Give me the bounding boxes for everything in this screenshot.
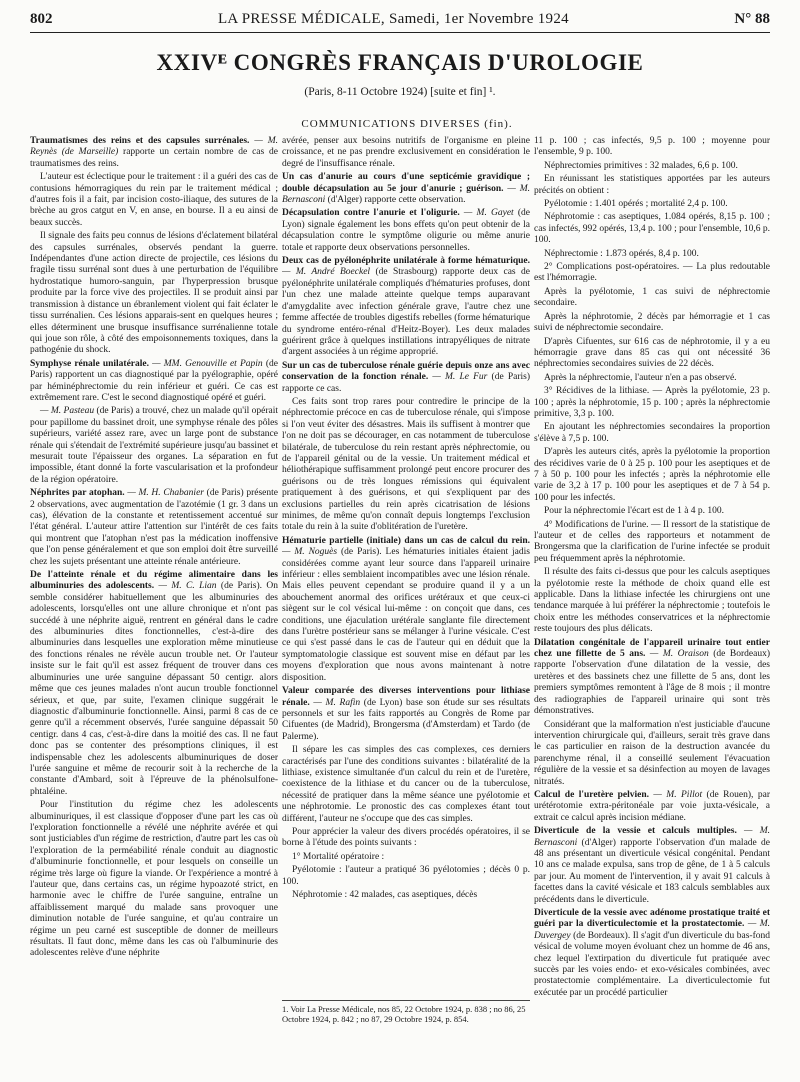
paragraph-text: 11 p. 100 ; cas infectés, 9,5 p. 100 ; moyenne pour l'ensemble, 9 p. 100. [534,136,770,158]
paragraph-text: (de Bordeaux) rapporte l'observation d'une dilatation de la vessie, des uretères et des bassinets chez une fillette de 5 ans, dont les premiers symptômes remontent à l'âge de 8 mois ; il montre des radiographies de l'appareil urinaire qui sont très démonstratives. [534,649,770,717]
paragraph [30,136,278,170]
paragraph-text: Considérant que la malformation n'est justiciable d'aucune intervention chirurgicale qui, d'ailleurs, serait très grave dans le cas particulier en raison de la destruction avancée du parenchyme rénal, il a conseillé seulement l'évacuation régulière de la vessie et sa désinfection au moyen de lavages nitratés. [534,719,770,787]
paragraph [534,638,770,718]
paragraph [30,359,278,405]
paragraph-text: Néphrotomie : 42 malades, cas aseptiques, décès [292,890,478,900]
paragraph-text: Il résulte des faits ci-dessus que pour les calculs aseptiques la pyélotomie reste la méthode de choix quand elle est applicable. Dans la lithiase infectée les chirurgiens ont une tendance marquée à lui préférer la néphrectomie ; toutefois le choix entre les méthodes conservatrices et la néphrectomie reste toujours des plus délicats. [534,567,770,635]
paragraph [30,800,278,960]
paragraph [30,570,278,798]
paragraph-text: En réunissant les statistiques apportées par les auteurs précités on obtient : [534,174,770,196]
article-subtitle: (Paris, 8-11 Octobre 1924) [suite et fin] ¹. [304,86,496,98]
author-name: — M. C. Lian [154,581,217,592]
author-name: — M. Bernasconi [282,183,530,206]
paragraph-heading: Un cas d'anurie au cours d'une septicémie gravidique ; double décapsulation au 5e jour d'anurie ; guérison. [282,172,530,194]
paragraph [282,890,530,901]
paragraph-heading: De l'atteinte rénale et du régime alimentaire dans les albuminuries des adolescents. [30,570,278,592]
paragraph [30,231,278,356]
paragraph-heading: Sur un cas de tuberculose rénale guérie depuis onze ans avec conservation de la fonction rénale. [282,360,530,383]
author-name: — M. Duvergey [534,919,770,941]
paragraph [534,174,770,197]
paragraph-text: (de Lyon) signale également les bons effets qu'on peut obtenir de la décapsulation contre le symptôme oligurie ou même anurie totale et rapporte deux observations personnelles. [282,208,530,253]
author-name: — M. Pillot [649,789,703,800]
paragraph [534,161,770,172]
paragraph-text: Néphrotomie : cas aseptiques, 1.084 opérés, 8,15 p. 100 ; cas infectés, 992 opérés, 13,4 p. 100 ; pour l'ensemble, 10,6 p. 100. [534,212,770,246]
paragraph-text: (de Paris) a trouvé, chez un malade qu'il opérait pour papillome du bassinet droit, une symphyse rénale des pôles supérieurs, variété assez rare, avec un large pont de substance rénale qui s'étendait de l'extrémité supérieure jusqu'au bassinet et mesurait toute l'épaisseur des organes. La séparation en fut impossible, étant donné la forte vascularisation et la profondeur de la région opératoire. [30,406,278,485]
paragraph-heading: Hématurie partielle (initiale) dans un cas de calcul du rein. [282,535,530,546]
author-name: — M. Oraison [645,649,709,660]
paragraph [534,520,770,566]
paragraph-text: Néphrectomie : 1.873 opérés, 8,4 p. 100. [544,248,699,259]
paragraph-text: Après la néphrotomie, 2 décès par hémorragie et 1 cas suivi de néphrectomie secondaire. [534,311,770,334]
paragraph-heading: Décapsulation contre l'anurie et l'oligurie. [282,208,460,219]
article-title: XXIVᴱ CONGRÈS FRANÇAIS D'UROLOGIE [156,50,644,75]
author-name: — M. H. Chabanier [124,488,204,499]
paragraph [534,908,770,999]
paragraph-text: Néphrectomies primitives : 32 malades, 6,6 p. 100. [544,160,738,171]
running-header [30,6,770,33]
paragraph [534,136,770,159]
paragraph-heading: Néphrites par atophan. [30,488,125,499]
paragraph-text: Pyélotomie : 1.401 opérés ; mortalité 2,4 p. 100. [544,199,728,210]
author-name: — M. Gayet [459,208,514,219]
paragraph-heading: Calcul de l'uretère pelvien. [534,789,650,800]
paragraph [534,826,770,906]
paragraph [534,720,770,788]
text-column-1 [30,136,278,1072]
paragraph [534,790,770,824]
paragraph [282,686,530,743]
page-number: 802 [30,10,53,27]
paragraph-text: Après la pyélotomie, 1 cas suivi de néphrectomie secondaire. [534,286,770,309]
paragraph-text: 4° Modifications de l'urine. — Il ressort de la statistique de l'auteur et de celles des rapporteurs et notamment de Brongersma que la clarification de l'urine infectée se produit peu fréquemment après la néphrotomie. [534,519,770,564]
text-column-2 [282,136,530,994]
section-heading: COMMUNICATIONS DIVERSES (fin). [301,118,513,130]
paragraph-text: Pour la néphrectomie l'écart est de 1 à 4 p. 100. [544,506,725,517]
paragraph-text: (de Paris). On semble considérer habituellement que les albuminuries des adolescents, lorsqu'elles ont une allure chronique et n'ont pas succédé à une néphrite aiguë, rentrent en général dans le cadre des albuminuries dites fonctionnelles, c'est-à-dire des albuminuries dans lesquelles une exploration même minutieuse des fonctions rénales ne révèle aucun trouble net. Or l'auteur insiste sur le fait qu'il est assez fréquent de trouver dans ces albuminuries une urée sanguine dépassant 50 centigr. alors même que ces jeunes malades n'ont aucun trouble fonctionnel sérieux, et que, par suite, l'examen clinique suggérait le diagnostic d'albuminurie fonctionnelle. Ainsi, parmi 8 cas de ce genre qu'il a récemment observés, l'urée sanguine dépassait 50 centigr. dans 4 cas, c'est-à-dire dans la moitié des cas. Il ne faut donc pas se contenter des présomptions cliniques, il est indispensable chez les adolescents albuminuriques de doser l'urée sanguine et même de recourir soit à la recherche de la constante d'Ambard, soit à l'épreuve de la phénolsulfone-phtaléine. [30,581,278,797]
paragraph-text: (de Bordeaux). Il s'agit d'un diverticule du bas-fond vésical de volume moyen évoluant chez un homme de 46 ans, chez lequel l'extirpation du diverticule fut pratiquée avec succès par les voies endo- et exo-vésicales combinées, avec prostatectomie complémentaire. La diverticulectomie fut exécutée par un procédé particulier [534,930,770,998]
paragraph [282,536,530,684]
paragraph [534,447,770,504]
footnote [282,1000,530,1024]
paragraph-heading: Traumatismes des reins et des capsules surrénales. [30,136,250,146]
paragraph [534,262,770,285]
issue-number: N° 88 [734,10,770,27]
author-name: — M. André Boeckel [282,267,371,278]
paragraph [534,506,770,517]
paragraph-text: (d'Alger) rapporte l'observation d'un malade de 48 ans présentant un diverticule vésical congénital. Pendant 10 ans ce malade expulsa, sans trop de gêne, de 1 à 5 calculs par jour. Au moment de l'intervention, il y avait 91 calculs à facettes dans la cavité vésicale et 183 calculs semblables aux précédents dans le diverticule. [534,837,770,905]
author-name: — M. Le Fur [428,372,488,383]
paragraph-text: Il signale des faits peu connus de lésions d'éclatement bilatéral des capsules surrénales, observés pendant la guerre. Indépendantes d'une action directe de projectile, ces lésions du fragile tissu surrénal sont dues à une perturbation de l'équilibre hydrostatique humoro-sanguin, par l'hyperpression brusque produite par la force vive des projectiles. Il se produit ainsi par transmission à distance un ébranlement violent qui fait éclater le tissu surrénalien. Ces lésions apparais-sent en quelques heures ; elles déterminent une brusque insuffisance surrénalienne totale qui joue son rôle, à côté des empoisonnements toxiques, dans la pathogénie du shock. [30,231,278,356]
paragraph-text: Pour l'institution du régime chez les adolescents albuminuriques, il est classique d'opposer d'une part les cas où l'exploration fonctionnelle a révélé une néphrite avérée et qui sont justiciables d'un régime de restriction, d'autre part les cas où l'exploration de la perméabilité rénale conduit au diagnostic d'albuminurie fonctionnelle, et pour lesquels on conseille un régime très large où figure la viande. Or l'expérience a montré à l'auteur que, dans certains cas, un régime hypoazoté strict, en harmonie avec le chiffre de l'urée sanguine, entraîne un affaiblissement marqué du malade sans provoquer une diminution notable de l'urée sanguine, et qu'au contraire un régime un peu carné est susceptible de donner de meilleurs résultats. Il faut donc, même dans les cas où l'albuminurie des adolescentes relève d'une néphrite [30,800,278,959]
paragraph-text: (de Lyon) base son étude sur ses résultats personnels et sur les faits rapportés au Congrès de Rome par Cifuentes (de Madrid), Brongersma (d'Amsterdam) et Tardo (de Palerme). [282,697,530,742]
paragraph-heading: Symphyse rénale unilatérale. [30,358,149,369]
journal-title-date: LA PRESSE MÉDICALE, Samedi, 1er Novembre 1924 [217,10,569,27]
paragraph-heading: Deux cas de pyélonéphrite unilatérale à forme hématurique. [282,256,530,267]
paragraph-text: 1° Mortalité opératoire : [292,851,385,862]
paragraph [282,136,530,170]
paragraph-text: (de Paris) présente 2 observations, avec augmentation de l'azotémie (1 gr. 3 dans un cas), élévation de la constante et retentissement accentué sur l'état général. L'auteur attire l'attention sur l'intérêt de ces faits qui montrent que l'atophan n'est pas la médication inoffensive que l'on pense généralement et que son emploi doit être surveillé chez les sujets présentant une atteinte rénale antérieure. [30,488,278,567]
paragraph [30,406,278,486]
paragraph [30,172,278,229]
author-name: — M. Reynès (de Marseille) [30,136,278,158]
paragraph-text: En ajoutant les néphrectomies secondaires la proportion s'élève à 7,5 p. 100. [534,422,770,444]
paragraph-text: D'après Cifuentes, sur 616 cas de néphrotomie, il y a eu hémorragie grave dans 85 cas qui ont nécessité 36 néphrectomies secondaires suivies de 22 décès. [534,336,770,370]
paragraph [534,287,770,310]
paragraph [534,567,770,635]
paragraph [282,827,530,850]
paragraph-text: 2° Complications post-opératoires. — La plus redoutable est l'hémorragie. [534,262,770,284]
text-column-3 [534,136,770,1072]
paragraph [282,865,530,888]
paragraph-text: (de Paris) rapportent un cas diagnostiqué par la pyélographie, opéré par héminéphrectomie du rein inférieur et guéri. Ce cas est extrêmement rare. C'est le second diagnostiqué opéré et guéri. [30,358,278,403]
paragraph-text: Il sépare les cas simples des cas complexes, ces derniers caractérisés par l'une des conditions suivantes : bilatéralité de la lithiase, existence simultanée d'un calcul du rein et de l'uretère, coexistence de la lithiase et du cancer ou de la tuberculose, nécessité de pratiquer dans la même séance une pyélotomie et une néphrotomie. Le pronostic des cas complexes étant tout différent, l'auteur ne s'occupe que des cas simples. [282,745,530,824]
paragraph [282,397,530,534]
paragraph-text: (de Rouen), par urétérotomie extra-péritonéale par voie juxta-vésicale, a extrait ce calcul après incision médiane. [534,789,770,823]
paragraph-text: 3° Récidives de la lithiase. — Après la pyélotomie, 23 p. 100 ; après la néphrotomie, 15 p. 100 ; après la néphrectomie primitive, 3,3 p. 100. [534,386,770,419]
paragraph-text: Pyélotomie : l'auteur a pratiqué 36 pyélotomies ; décès 0 p. 100. [282,865,530,887]
paragraph [534,199,770,210]
paragraph [534,373,770,384]
paragraph [30,488,278,568]
paragraph [534,337,770,371]
paragraph-text: Ces faits sont trop rares pour contredire le principe de la néphrectomie précoce en cas de tuberculose rénale, qui s'impose si l'on veut éviter des désastres. Mais ils suffisent à montrer que l'on ne doit pas se décourager, en cas notamment de tuberculose bilatérale, de tuberculose du rein restant après néphrectomie, ou de l'appareil génital ou de la vessie. Un traitement médical et héliothérapique suffisamment prolongé peut encore procurer des guérisons ou de très longues rémissions qui équivalent pratiquement à des guérisons, et qui s'expliquent par des exclusions partielles du rein après cicatrisation de lésions minimes, de même qu'on connaît depuis longtemps l'exclusion totale du rein à la suite d'oblitération de l'uretère. [282,396,530,533]
paragraph-heading: Diverticule de la vessie et calculs multiples. [534,826,737,837]
paragraph [282,172,530,206]
paragraph-text: avérée, penser aux besoins nutritifs de l'organisme en pleine croissance, et ne pas prendre exclusivement en considération le degré de l'insuffisance rénale. [282,136,530,169]
paragraph [534,312,770,335]
paragraph-text: (de Strasbourg) rapporte deux cas de pyélonéphrite unilatérale compliqués d'hématuries profuses, dont l'un chez une malade atteinte quelque temps auparavant d'amygdalite avec infection générale grave, l'autre chez une femme affectée de troubles digestifs rebelles (forme hématurique du syndrome entéro-rénal d'Heitz-Boyer). Les deux malades guérirent grâce à quelques instillations intrapyéliques de nitrate d'argent associées à un régime approprié. [282,267,530,358]
paragraph [534,422,770,445]
paragraph [534,249,770,260]
footnote-text: 1. Voir La Presse Médicale, nos 85, 22 Octobre 1924, p. 838 ; no 86, 25 Octobre 1924, p. 842 ; no 87, 29 Octobre 1924, p. 854. [282,1004,526,1024]
paragraph [534,386,770,420]
paragraph [534,212,770,246]
author-name: — M. Bernasconi [534,826,770,848]
paragraph [282,256,530,359]
paragraph-text: (de Paris) rapporte ce cas. [282,372,530,394]
author-name: — MM. Genouville et Papin [149,358,263,369]
author-name: — M. Pasteau [40,406,95,417]
paragraph-heading: Diverticule de la vessie avec adénome prostatique traité et guéri par la diverticulectomie et la prostatectomie. [534,908,770,930]
paragraph-text: D'après les auteurs cités, après la pyélotomie la proportion des récidives varie de 0 à 25 p. 100 pour les aseptiques et de 7 à 50 p. 100 pour les infectés ; après la néphrotomie elle varie de 3,2 à 17 p. 100 pour les aseptiques et de 7 à 54 p. 100 pour les infectés. [534,447,770,503]
paragraph-text: Après la néphrectomie, l'auteur n'en a pas observé. [544,372,737,383]
paragraph-heading: Valeur comparée des diverses interventions pour lithiase rénale. [282,686,530,708]
paragraph [282,745,530,825]
paragraph [282,852,530,863]
paragraph-text: rapporte un certain nombre de cas de traumatismes des reins. [30,147,278,169]
paragraph-text: (d'Alger) rapporte cette observation. [325,195,466,206]
paragraph [282,208,530,254]
author-name: — M. Noguès [282,547,338,558]
paragraph-heading: Dilatation congénitale de l'appareil urinaire tout entier chez une fillette de 5 ans. [534,637,770,660]
paragraph-text: (de Paris). Les hématuries initiales étaient jadis considérées comme ayant leur source dans l'appareil urinaire inférieur : elles semblaient incompatibles avec une lésion rénale. Mais elles peuvent cependant se produire quand il y a un abouchement anormal des orifices urétéraux et que ceux-ci siègent sur le col vésical lui-même : on conçoit que dans, ces conditions, une éjaculation urétérale sanglante file directement dans l'urètre postérieur sans se mélanger à l'urine vésicale. C'est ce qui s'est passé dans le cas de l'auteur qui en déduit que la symptomatologie classique est souvent mise en défaut par les moyens d'exploration que nous avons maintenant à notre disposition. [282,547,530,683]
author-name: — M. Rafin [309,697,361,708]
paragraph [282,361,530,395]
paragraph-text: Pour apprécier la valeur des divers procédés opératoires, il se borne à l'étude des points suivants : [282,826,530,849]
paragraph-text: L'auteur est éclectique pour le traitement : il a guéri des cas de contusions hémorragiques du rein par le traitement médical ; d'autres fois il a fait, par incision costo-iliaque, des sutures de la brèche au gros catgut en V, en anse, en bourse. Il a eu ainsi de beaux succès. [30,172,278,228]
